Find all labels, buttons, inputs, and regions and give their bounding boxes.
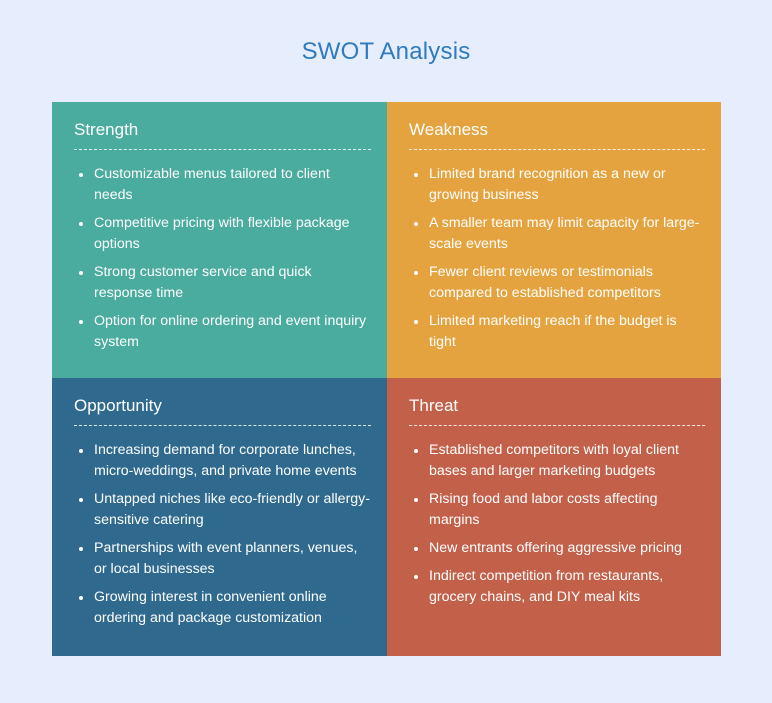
list-item: Limited brand recognition as a new or growing business <box>429 164 705 206</box>
list-item: Untapped niches like eco-friendly or allergy-sensitive catering <box>94 489 371 531</box>
threat-list <box>409 440 705 608</box>
list-item: New entrants offering aggressive pricing <box>429 538 705 559</box>
list-item: Competitive pricing with flexible package options <box>94 213 371 255</box>
list-item: Partnerships with event planners, venues, or local businesses <box>94 538 371 580</box>
list-item: Rising food and labor costs affecting margins <box>429 489 705 531</box>
weakness-quadrant <box>387 102 721 378</box>
list-item: Limited marketing reach if the budget is tight <box>429 311 705 353</box>
strength-title: Strength <box>74 119 371 150</box>
threat-quadrant <box>387 378 721 656</box>
opportunity-title: Opportunity <box>74 395 371 426</box>
list-item: Customizable menus tailored to client needs <box>94 164 371 206</box>
strength-list <box>74 164 371 353</box>
list-item: Strong customer service and quick response time <box>94 262 371 304</box>
list-item: Established competitors with loyal client bases and larger marketing budgets <box>429 440 705 482</box>
list-item: Indirect competition from restaurants, grocery chains, and DIY meal kits <box>429 566 705 608</box>
threat-title: Threat <box>409 395 705 426</box>
list-item: Fewer client reviews or testimonials compared to established competitors <box>429 262 705 304</box>
list-item: Growing interest in convenient online ordering and package customization <box>94 587 371 629</box>
strength-quadrant <box>52 102 387 378</box>
opportunity-quadrant <box>52 378 387 656</box>
list-item: A smaller team may limit capacity for large-scale events <box>429 213 705 255</box>
list-item: Increasing demand for corporate lunches, micro-weddings, and private home events <box>94 440 371 482</box>
opportunity-list <box>74 440 371 629</box>
weakness-list <box>409 164 705 353</box>
weakness-title: Weakness <box>409 119 705 150</box>
swot-grid <box>52 102 721 656</box>
page-title: SWOT Analysis <box>301 38 471 65</box>
list-item: Option for online ordering and event inquiry system <box>94 311 371 353</box>
